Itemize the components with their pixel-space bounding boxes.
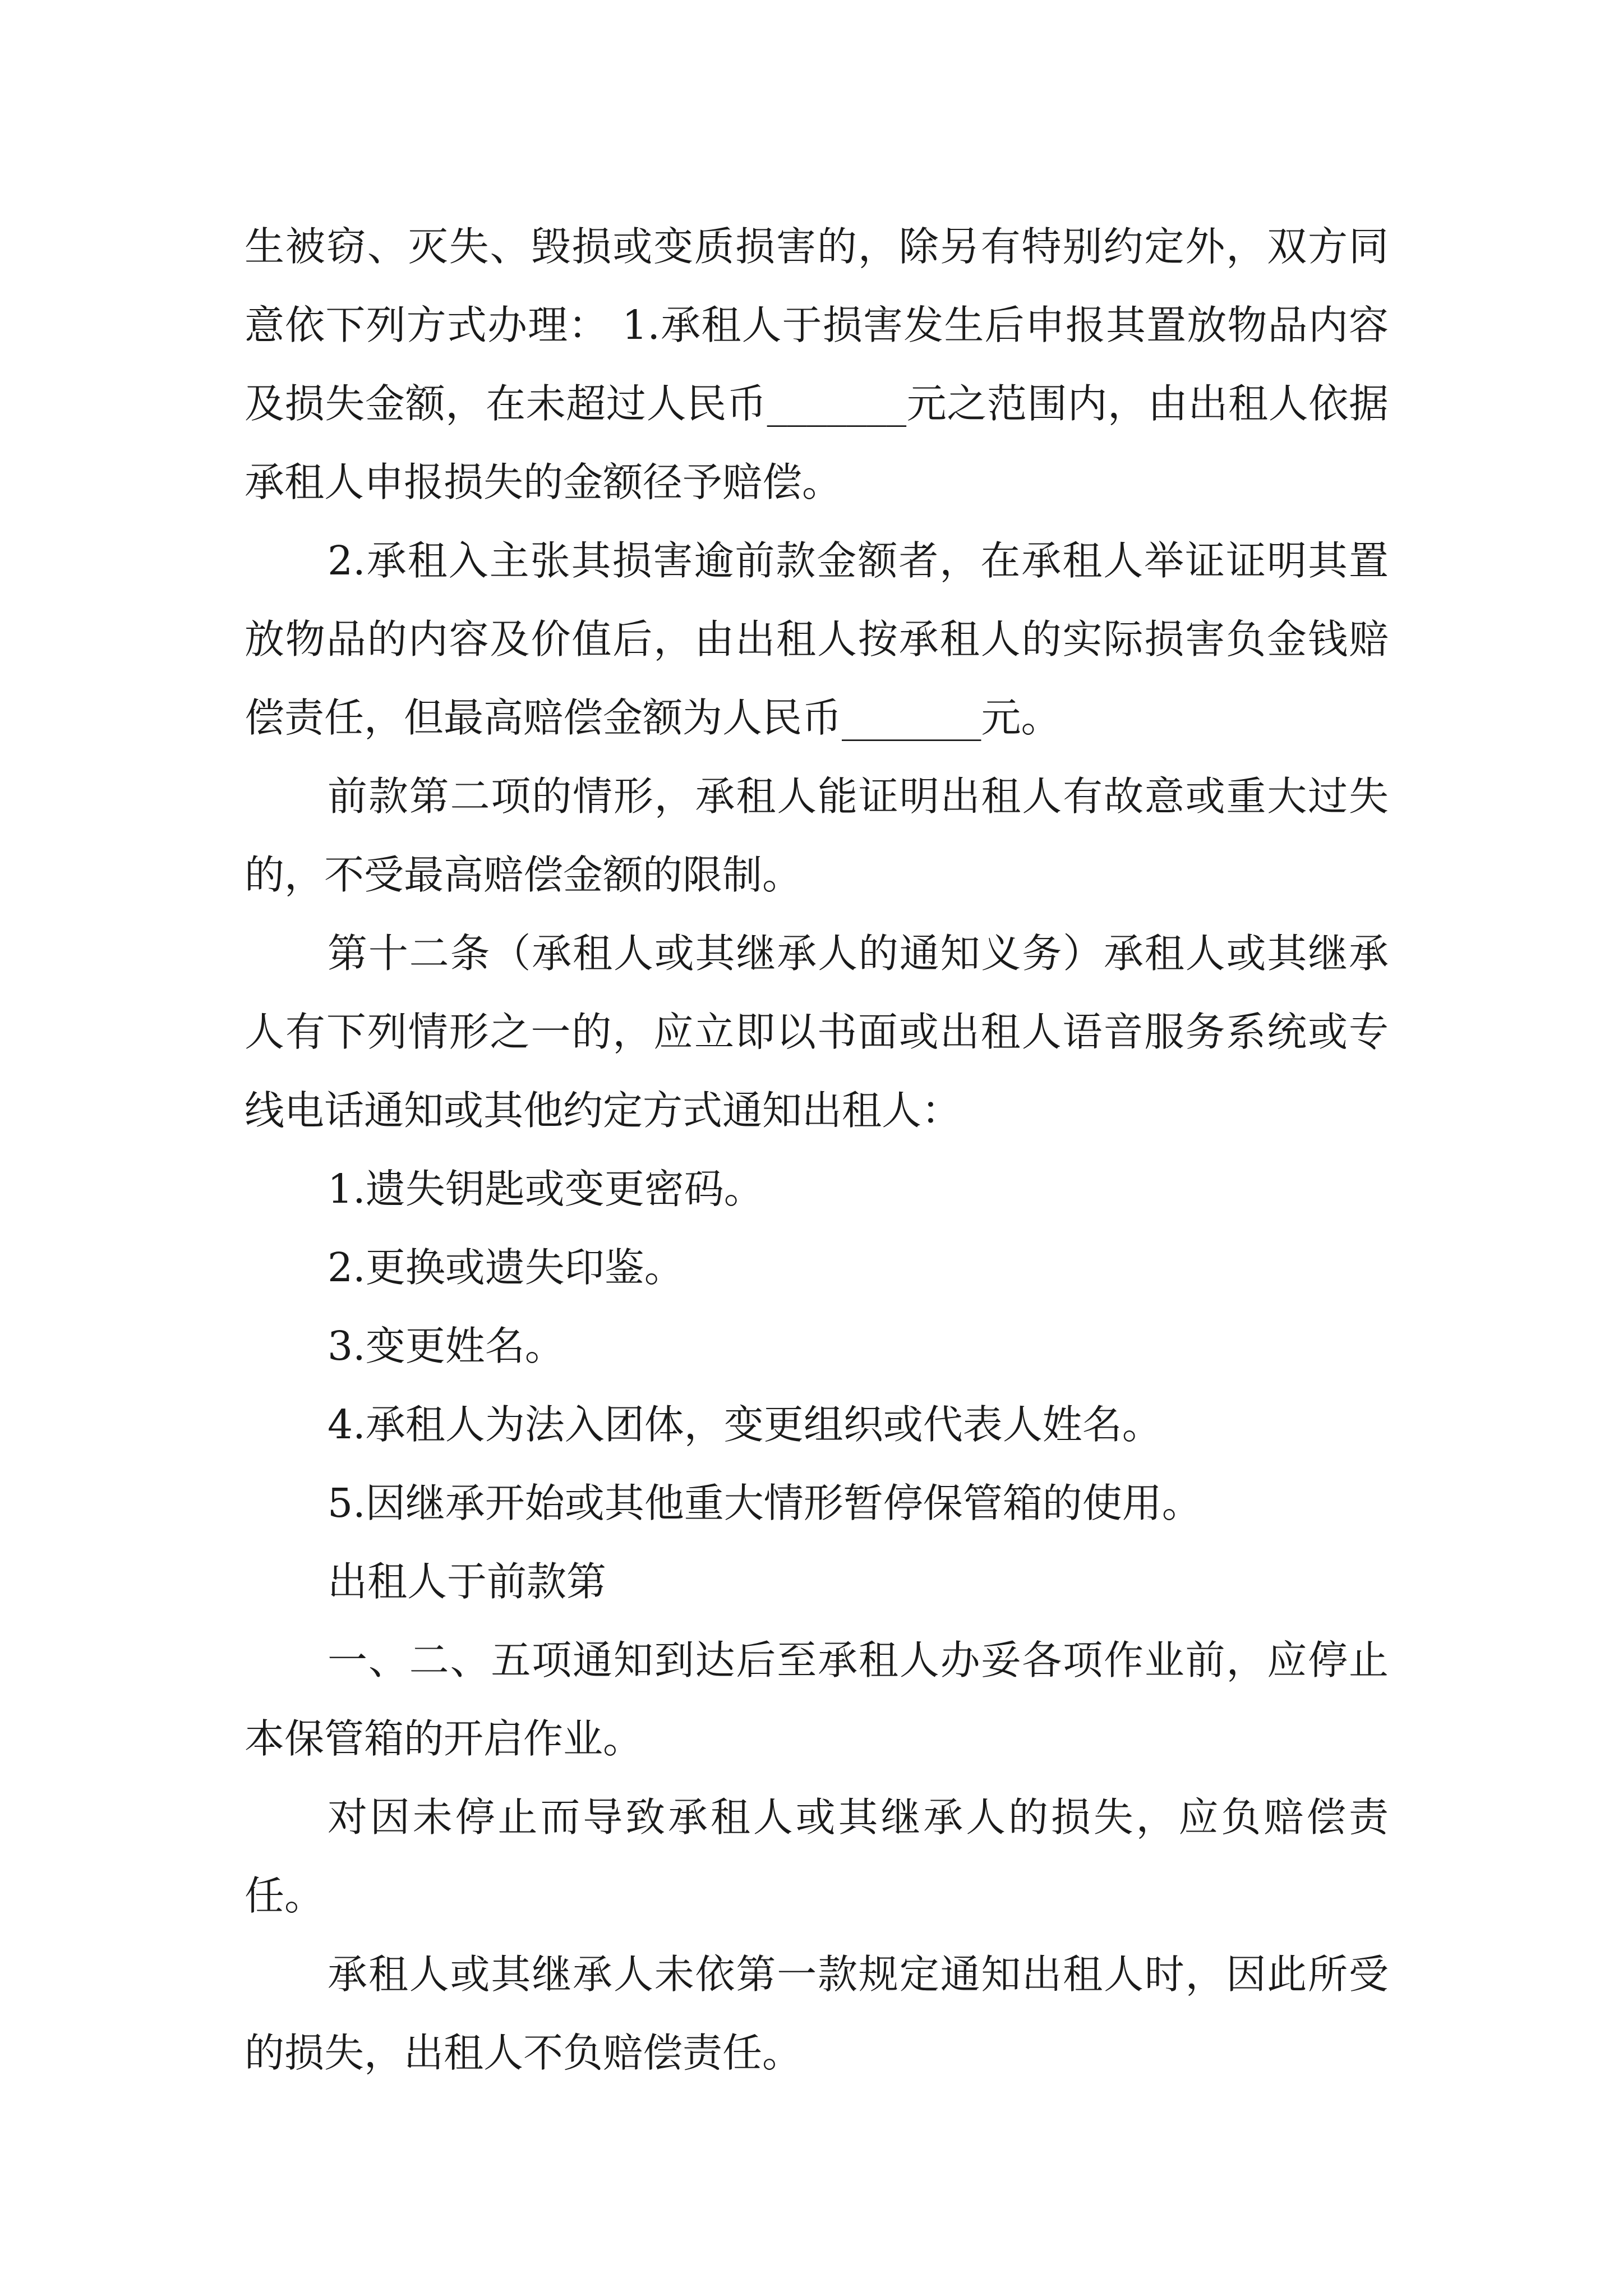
list-item-5: 5.因继承开始或其他重大情形暂停保管箱的使用。 [328,1480,1202,1526]
list-item-3: 3.变更姓名。 [328,1323,565,1369]
paragraph-no-liability: 承租人或其继承人未依第一款规定通知出租人时，因此所受的损失，出租人不负赔偿责任。 [245,1951,1389,2076]
list-item-4: 4.承租人为法入团体，变更组织或代表人姓名。 [328,1401,1162,1448]
paragraph-lessor-clause: 出租人于前款第 [328,1558,607,1605]
paragraph-gross-negligence: 前款第二项的情形，承租人能证明出租人有故意或重大过失的，不受最高赔偿金额的限制。 [245,773,1389,898]
paragraph-article-12: 第十二条（承租人或其继承人的通知义务）承租人或其继承人有下列情形之一的，应立即以书面或出租人语音服务系统或专线电话通知或其他约定方式通知出租人： [245,930,1389,1134]
paragraph-suspend-opening: 一、二、五项通知到达后至承租人办妥各项作业前，应停止本保管箱的开启作业。 [245,1637,1389,1762]
paragraph-item-2: 2.承租入主张其损害逾前款金额者，在承租人举证证明其置放物品的内容及价值后，由出租人按承租人的实际损害负金钱赔偿责任，但最高赔偿金额为人民币_______元。 [245,537,1389,741]
paragraph-liability: 对因未停止而导致承租人或其继承人的损失，应负赔偿责任。 [245,1794,1389,1919]
list-item-2: 2.更换或遗失印鉴。 [328,1244,684,1291]
list-item-1: 1.遗失钥匙或变更密码。 [328,1166,764,1212]
paragraph-continuation: 生被窃、灭失、毁损或变质损害的，除另有特别约定外，双方同意依下列方式办理： 1.承租人于损害发生后申报其置放物品内容及损失金额，在未超过人民币_______元之范围内，由出租人依据承租人申报损失的金额径予赔偿。 [245,223,1389,505]
document-body [245,208,1389,2092]
